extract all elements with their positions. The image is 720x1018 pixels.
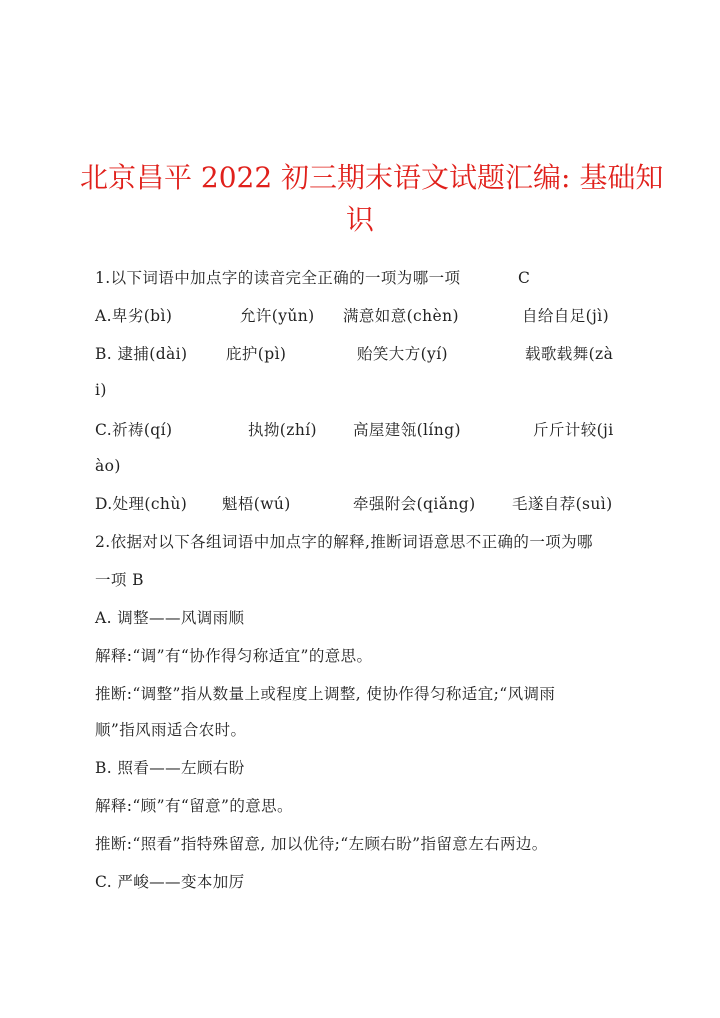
q1-answer: C [518, 269, 531, 287]
q1-option-a-1: A.卑劣(bì) [95, 307, 173, 325]
q1-option-a-3: 满意如意(chèn) [343, 307, 459, 325]
q1-option-c-3: 高屋建瓴(líng) [353, 421, 461, 439]
q1-option-a-4: 自给自足(jì) [522, 307, 610, 325]
q2-option-b-inference: 推断:“照看”指特殊留意, 加以优待;“左顾右盼”指留意左右两边。 [95, 835, 548, 853]
q1-option-a-2: 允许(yǔn) [240, 307, 315, 325]
q1-option-b-2: 庇护(pì) [226, 345, 287, 363]
q1-option-d-4: 毛遂自荐(suì) [512, 495, 613, 513]
q1-option-c-4: 斤斤计较(ji [533, 421, 614, 439]
document-title-line-2: 识 [345, 203, 374, 236]
q2-stem-line-2: 一项 B [95, 571, 144, 589]
q2-option-b-explanation: 解释:“顾”有“留意”的意思。 [95, 797, 293, 815]
q2-option-a-inference-line-2: 顺”指风雨适合农时。 [95, 721, 247, 739]
q2-option-a-inference-line-1: 推断:“调整”指从数量上或程度上调整, 使协作得匀称适宜;“风调雨 [95, 685, 556, 703]
q1-option-d-1: D.处理(chù) [95, 495, 188, 513]
document-title-line-1: 北京昌平 2022 初三期末语文试题汇编: 基础知 [80, 161, 664, 194]
q1-option-c-wrap: ào) [95, 457, 121, 475]
q1-stem: 1.以下词语中加点字的读音完全正确的一项为哪一项 [95, 269, 461, 287]
q2-option-c-heading: C. 严峻——变本加厉 [95, 873, 245, 891]
q2-option-a-explanation: 解释:“调”有“协作得匀称适宜”的意思。 [95, 647, 373, 665]
q1-option-b-wrap: i) [95, 381, 107, 399]
q1-option-c-1: C.祈祷(qí) [95, 421, 173, 439]
q2-option-a-heading: A. 调整——风调雨顺 [95, 609, 245, 627]
q1-option-b-1: B. 逮捕(dài) [95, 345, 188, 363]
q1-option-c-2: 执拗(zhí) [248, 421, 318, 439]
q2-option-b-heading: B. 照看——左顾右盼 [95, 759, 245, 777]
q1-option-b-3: 贻笑大方(yí) [357, 345, 449, 363]
q2-stem-line-1: 2.依据对以下各组词语中加点字的解释,推断词语意思不正确的一项为哪 [95, 533, 593, 551]
q1-option-b-4: 载歌载舞(zà [525, 345, 614, 363]
q1-option-d-2: 魁梧(wú) [222, 495, 291, 513]
q1-option-d-3: 牵强附会(qiǎng) [353, 495, 476, 513]
